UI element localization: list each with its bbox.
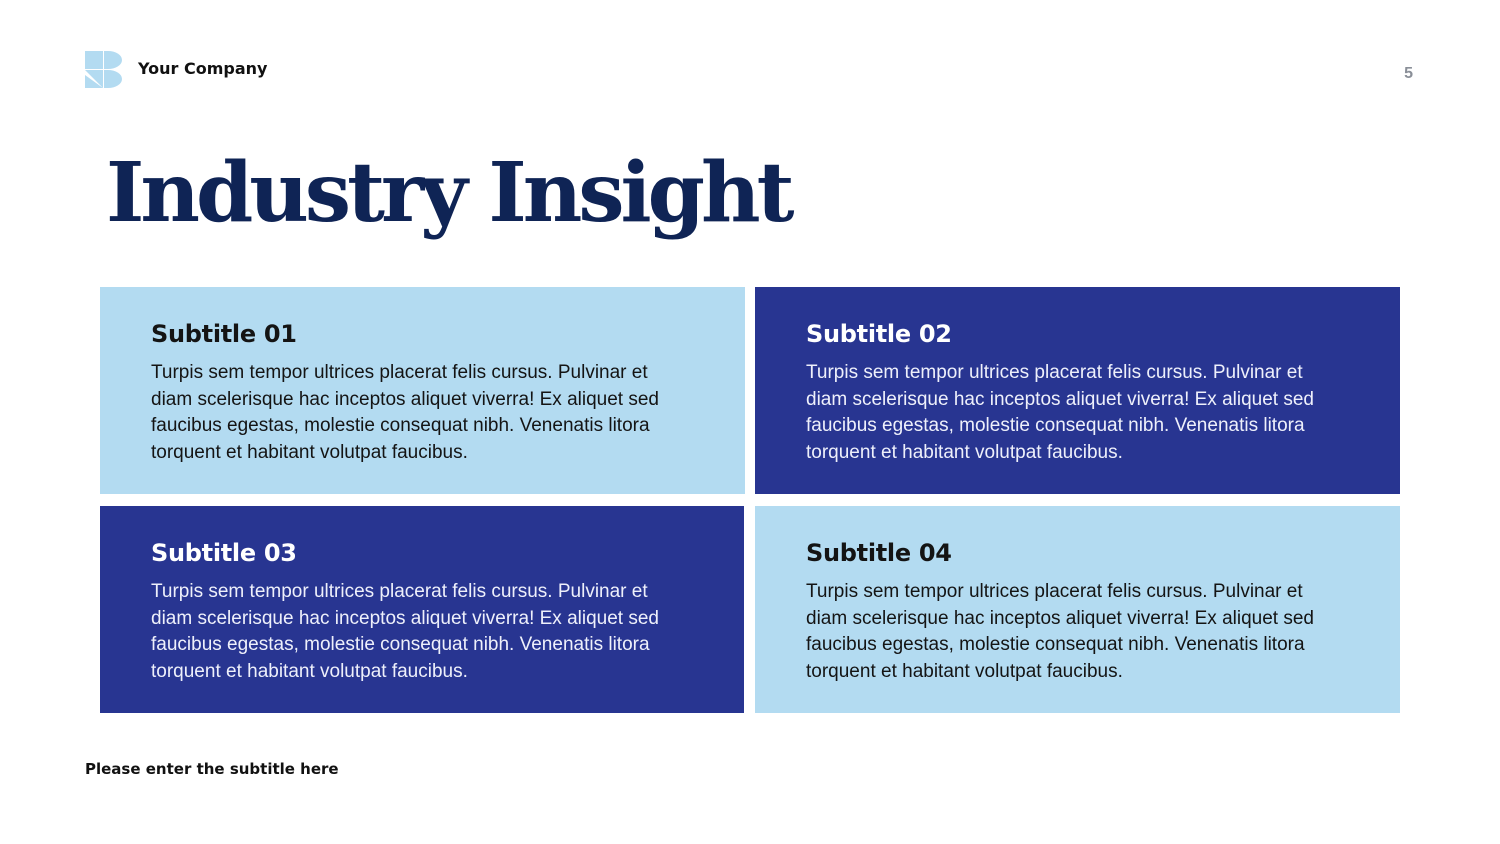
card-title: Subtitle 02: [806, 320, 952, 348]
card-title: Subtitle 04: [806, 539, 952, 567]
page-number: 5: [1404, 65, 1413, 82]
page-title: Industry Insight: [106, 145, 791, 241]
card-body: Turpis sem tempor ultrices placerat felis cursus. Pulvinar et diam scelerisque hac inceptos aliquet viverra! Ex aliquet sed faucibus egestas, molestie consequat nibh. Venenatis litora torquent et habitant volutpat faucibus.: [806, 362, 1314, 463]
card-subtitle-03: [100, 506, 744, 713]
footer-subtitle: Please enter the subtitle here: [85, 760, 339, 778]
card-body: Turpis sem tempor ultrices placerat felis cursus. Pulvinar et diam scelerisque hac inceptos aliquet viverra! Ex aliquet sed faucibus egestas, molestie consequat nibh. Venenatis litora torquent et habitant volutpat faucibus.: [151, 362, 659, 463]
card-title: Subtitle 03: [151, 539, 297, 567]
card-subtitle-02: [755, 287, 1400, 494]
card-body: Turpis sem tempor ultrices placerat felis cursus. Pulvinar et diam scelerisque hac inceptos aliquet viverra! Ex aliquet sed faucibus egestas, molestie consequat nibh. Venenatis litora torquent et habitant volutpat faucibus.: [151, 581, 659, 682]
card-title: Subtitle 01: [151, 320, 297, 348]
card-body: Turpis sem tempor ultrices placerat felis cursus. Pulvinar et diam scelerisque hac inceptos aliquet viverra! Ex aliquet sed faucibus egestas, molestie consequat nibh. Venenatis litora torquent et habitant volutpat faucibus.: [806, 581, 1314, 682]
card-subtitle-01: [100, 287, 745, 494]
card-subtitle-04: [755, 506, 1400, 713]
company-logo-icon: [85, 51, 122, 88]
company-name: Your Company: [138, 59, 268, 78]
